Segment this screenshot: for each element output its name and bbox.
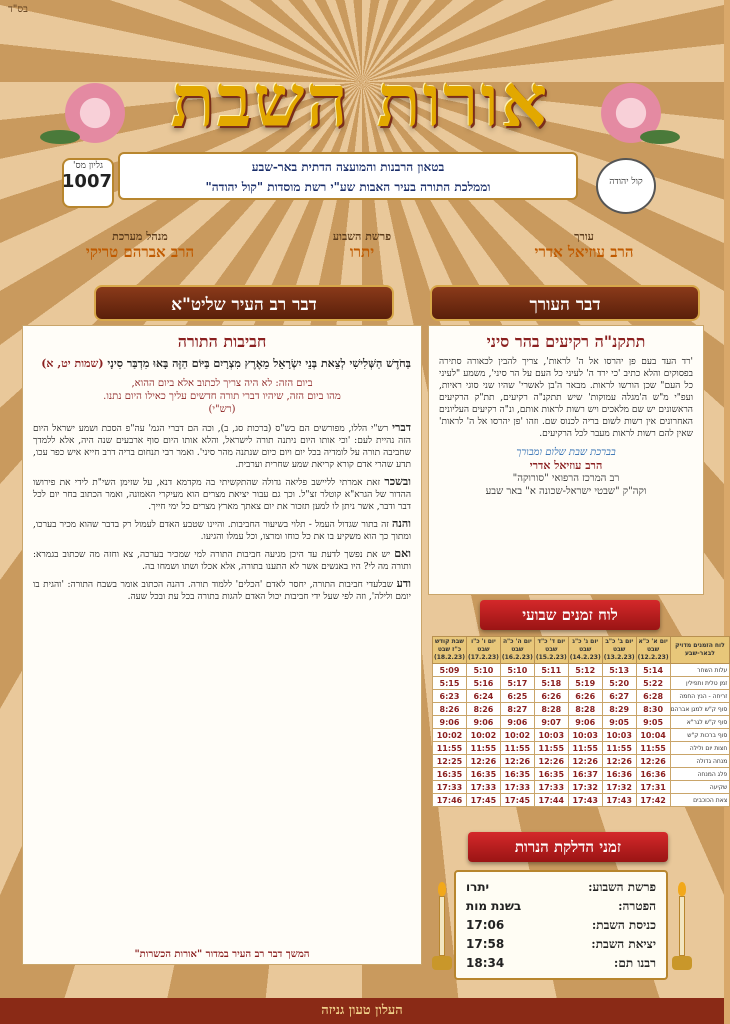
paragraph-1-lead: דברי bbox=[392, 421, 411, 434]
director-title: מנהל מערכת bbox=[112, 230, 168, 243]
zmanim-cell: 12:25 bbox=[433, 755, 467, 768]
candle-icon-right bbox=[672, 882, 692, 972]
zmanim-cell: 5:10 bbox=[466, 664, 500, 677]
role-parasha bbox=[262, 230, 462, 262]
paragraph-2 bbox=[33, 476, 411, 513]
zmanim-cell: 12:26 bbox=[636, 755, 670, 768]
zmanim-row-label: צאת הכוכבים bbox=[670, 794, 730, 807]
zmanim-cell: 11:55 bbox=[636, 742, 670, 755]
zmanim-cell: 17:45 bbox=[466, 794, 500, 807]
zmanim-cell: 5:12 bbox=[568, 664, 602, 677]
zmanim-cell: 6:27 bbox=[602, 690, 636, 703]
zmanim-cell: 8:27 bbox=[500, 703, 534, 716]
zmanim-cell: 5:14 bbox=[636, 664, 670, 677]
editor-signature bbox=[439, 446, 693, 498]
zmanim-row-label: עלות השחר bbox=[670, 664, 730, 677]
zmanim-cell: 17:43 bbox=[602, 794, 636, 807]
signature-role-2: וקה"ק "שבטי ישראל-שכונה א" באר שבע bbox=[485, 486, 647, 497]
zmanim-cell: 17:31 bbox=[636, 781, 670, 794]
rav-article-title: חביבות התורה bbox=[177, 332, 267, 351]
quote-source: (שמות יט, א) bbox=[41, 357, 104, 370]
zmanim-cell: 16:35 bbox=[534, 768, 568, 781]
candle-row-label: פרשת השבוע: bbox=[588, 880, 656, 894]
zmanim-cell: 5:20 bbox=[602, 677, 636, 690]
roles-bar bbox=[0, 230, 724, 270]
issue-label: גליון מס' bbox=[73, 161, 103, 171]
zmanim-cell: 12:26 bbox=[602, 755, 636, 768]
paragraph-5-lead: ודע bbox=[396, 577, 411, 590]
zmanim-cell: 10:02 bbox=[433, 729, 467, 742]
rashi-source: (רש"י) bbox=[208, 404, 236, 415]
torah-quote bbox=[33, 356, 411, 371]
paragraph-5-text: שבלעדי חביבות התורה, יחסר לאדם 'הכלים' ללמוד תורה. דהנה הכתוב אומר בשבח התורה: 'והגית בו יומם ולילה', וזה לפי שעל ידי חביבות יכול האדם להגות בתורה בכל עת ובכל שעה. bbox=[33, 580, 411, 602]
zmanim-row bbox=[433, 742, 730, 755]
zmanim-header-cell: יום א' כ"א שבט (12.2.23) bbox=[636, 637, 670, 664]
parasha-title: פרשת השבוע bbox=[332, 230, 392, 243]
candle-row bbox=[466, 897, 656, 916]
zmanim-cell: 16:35 bbox=[433, 768, 467, 781]
zmanim-cell: 16:36 bbox=[636, 768, 670, 781]
zmanim-table bbox=[432, 636, 730, 807]
zmanim-header-row bbox=[433, 637, 730, 664]
zmanim-cell: 6:28 bbox=[636, 690, 670, 703]
zmanim-cell: 8:28 bbox=[568, 703, 602, 716]
zmanim-cell: 17:33 bbox=[433, 781, 467, 794]
zmanim-cell: 16:35 bbox=[466, 768, 500, 781]
signature-greeting: בברכת שבת שלום ומבורך bbox=[516, 447, 616, 458]
paragraph-2-text: זאת אמרתי לליישב פליאה גדולה שהתקשיתי בה מקדמא דנא, על שזימן השי"ת לידי את פירושו ההדור של הגרא"א קוטלר זצ"ל. וכך גם עבור יציאת מצרים הוא מעיקרי האמונה, ואמר הכתוב בחר יום לכל דבר ודבר, אשר ניתן לו למען תזכור את יום צאתך מארץ מצרים כל ימי חייך. bbox=[33, 478, 411, 512]
bsd-mark: בס"ד bbox=[8, 4, 28, 15]
zmanim-cell: 16:37 bbox=[568, 768, 602, 781]
rashi-line-1: ביום הזה: לא היה צריך לכתוב אלא ביום ההוא, bbox=[131, 378, 313, 389]
zmanim-header-cell: יום ד' כ"ד שבט (15.2.23) bbox=[534, 637, 568, 664]
zmanim-row bbox=[433, 729, 730, 742]
leaf-decoration-left bbox=[40, 130, 80, 144]
zmanim-cell: 5:19 bbox=[568, 677, 602, 690]
zmanim-row bbox=[433, 703, 730, 716]
zmanim-cell: 5:22 bbox=[636, 677, 670, 690]
paragraph-3-lead: והנה bbox=[391, 517, 411, 530]
candle-row-label: יציאת השבת: bbox=[591, 937, 656, 951]
rashi-line-2: מהו ביום הזה, שיהיו דברי תורה חדשים עליך כאילו היום נתנו. bbox=[103, 391, 341, 402]
zmanim-cell: 17:43 bbox=[568, 794, 602, 807]
zmanim-cell: 17:45 bbox=[500, 794, 534, 807]
paragraph-4-lead: ואם bbox=[394, 547, 411, 560]
leaf-decoration-right bbox=[640, 130, 680, 144]
zmanim-header-cell: לוח הזמנים מדויק לבאר-שבע bbox=[670, 637, 730, 664]
editor-article-body: 'רד העד בעם פן יהרסו אל ה' לראות', צריך להבין לכאורה סתירה בפסוקים והלא כתיב 'כי ירד ה' לעיני כל העם על הר סיני', משמע "לעיני כל העם" שכן הורשו לראות. מבאר ה'בן לאשרי' שהיו שני סוגי ראיות, ועפ"י מ"ש ה'מגלה עמוקות' שיש תתקנ"ה רקיעים, תת"ק הרקיעים הראשונים יש שם מלאכים ויש רשות לראות אותם, ונ"ה רקיעים העליונים האחרונים אין רשות לשום בריה לכנוס שם. וזהו 'פן יהרסו אל ה' לראות' שאין להם רשות לראות מעבר לכל הרקיעים. bbox=[439, 357, 693, 439]
zmanim-row bbox=[433, 755, 730, 768]
paragraph-3 bbox=[33, 518, 411, 543]
editor-article-title: תתקנ"ה רקיעים בהר סיני bbox=[486, 332, 646, 351]
zmanim-cell: 17:33 bbox=[534, 781, 568, 794]
editor-column bbox=[428, 325, 704, 595]
zmanim-cell: 5:17 bbox=[500, 677, 534, 690]
signature-name: הרב עוזיאל אדרי bbox=[529, 459, 603, 472]
zmanim-row-label: שקיעה bbox=[670, 781, 730, 794]
zmanim-cell: 11:55 bbox=[602, 742, 636, 755]
paragraph-1-text: רש"י הללו, מפורשים הם בש"ס (ברכות סג, ב), וכה הם דברי הגמ' עה"פ הסכת ושמע ישראל היום הזה נהיית לעם: 'וכי אותו היום ניתנה תורה לישראל, והלא אותו היום סוף ארבעים שנה היה, אלא ללמדך שחביבה תורה על לומדיה בכל יום ויום כיום שנתנה מהר סיני'. ואמר רבי תנחום בריה דרב חייא איש כפר עכו, תדע שהרי אדם קורא קריאת שמע שחרית וערבית. bbox=[33, 424, 411, 470]
zmanim-body bbox=[433, 664, 730, 807]
zmanim-cell: 17:33 bbox=[500, 781, 534, 794]
zmanim-cell: 6:25 bbox=[500, 690, 534, 703]
zmanim-row bbox=[433, 664, 730, 677]
zmanim-cell: 6:24 bbox=[466, 690, 500, 703]
subtitle-line-1: בטאון הרבנות והמועצה הדתית באר-שבע bbox=[251, 160, 445, 174]
paragraph-1 bbox=[33, 422, 411, 471]
zmanim-cell: 9:05 bbox=[602, 716, 636, 729]
zmanim-cell: 6:26 bbox=[568, 690, 602, 703]
zmanim-cell: 10:03 bbox=[568, 729, 602, 742]
role-editor bbox=[484, 230, 684, 262]
zmanim-row-label: חצות יום ולילה bbox=[670, 742, 730, 755]
zmanim-cell: 11:55 bbox=[500, 742, 534, 755]
zmanim-row bbox=[433, 690, 730, 703]
zmanim-cell: 9:06 bbox=[568, 716, 602, 729]
zmanim-header-cell: יום ו' כ"ו שבט (17.2.23) bbox=[466, 637, 500, 664]
zmanim-header-cell: יום ב' כ"ב שבט (13.2.23) bbox=[602, 637, 636, 664]
zmanim-cell: 9:05 bbox=[636, 716, 670, 729]
zmanim-cell: 10:02 bbox=[466, 729, 500, 742]
candle-row-value: בשנת מות bbox=[466, 899, 522, 913]
candle-row-value: 17:06 bbox=[466, 918, 505, 932]
zmanim-row bbox=[433, 794, 730, 807]
zmanim-row-label: סוף ק"ש לגר"א bbox=[670, 716, 730, 729]
candle-row bbox=[466, 954, 656, 973]
editor-name: הרב עוזיאל אדרי bbox=[534, 243, 634, 261]
candle-row bbox=[466, 935, 656, 954]
rav-column-header: דבר רב העיר שליט"א bbox=[94, 285, 394, 321]
zmanim-cell: 8:26 bbox=[466, 703, 500, 716]
zmanim-cell: 11:55 bbox=[433, 742, 467, 755]
zmanim-cell: 11:55 bbox=[534, 742, 568, 755]
logo-text: קול יהודה bbox=[609, 177, 643, 187]
zmanim-cell: 12:26 bbox=[466, 755, 500, 768]
candle-row-value: יתרו bbox=[466, 880, 490, 894]
zmanim-cell: 17:33 bbox=[466, 781, 500, 794]
zmanim-cell: 8:28 bbox=[534, 703, 568, 716]
zmanim-cell: 12:26 bbox=[534, 755, 568, 768]
paragraph-4 bbox=[33, 548, 411, 573]
candle-row-label: רבנו תם: bbox=[613, 956, 656, 970]
zmanim-cell: 10:03 bbox=[602, 729, 636, 742]
zmanim-cell: 16:36 bbox=[602, 768, 636, 781]
zmanim-row-label: מנחה גדולה bbox=[670, 755, 730, 768]
candle-row-label: כניסת השבת: bbox=[591, 918, 656, 932]
zmanim-row bbox=[433, 781, 730, 794]
role-director bbox=[40, 230, 240, 262]
quote-text: בַּחֹדֶשׁ הַשְּׁלִישִׁי לְצֵאת בְּנֵי יִשְׂרָאֵל מֵאֶרֶץ מִצְרָיִם בַּיּוֹם הַזֶּה בָּאוּ מִדְבַּר סִינָי bbox=[107, 357, 411, 370]
zmanim-cell: 5:18 bbox=[534, 677, 568, 690]
paragraph-4-text: יש את נפשך לדעת עד היכן מגיעה חביבות התורה למי שמכיר בערכה, צא וחזה מה שכתוב בגמרא: ותורה מה לי? היו באנשים אשר לא התענו בתורה, אלא אכלו ושתו ושמחו בה. bbox=[33, 550, 411, 572]
zmanim-cell: 17:46 bbox=[433, 794, 467, 807]
zmanim-row-label: סוף ק"ש למגן אברהם bbox=[670, 703, 730, 716]
candle-lighting-box bbox=[454, 870, 668, 980]
signature-role-1: רב המרכז הרפואי "סורוקה" bbox=[512, 473, 620, 484]
candle-lighting-ribbon: זמני הדלקת הנרות bbox=[468, 832, 668, 862]
candle-row bbox=[466, 916, 656, 935]
zmanim-row-label: פלג המנחה bbox=[670, 768, 730, 781]
zmanim-cell: 9:06 bbox=[466, 716, 500, 729]
zmanim-cell: 10:02 bbox=[500, 729, 534, 742]
zmanim-cell: 12:26 bbox=[500, 755, 534, 768]
kol-yehuda-logo bbox=[596, 158, 656, 214]
zmanim-cell: 6:23 bbox=[433, 690, 467, 703]
zmanim-cell: 17:44 bbox=[534, 794, 568, 807]
zmanim-cell: 10:03 bbox=[534, 729, 568, 742]
paragraph-3-text: זה בתור שגדול העמל - תלוי בשיעור החביבות. והיינו שטבע האדם לעמול רק בדבר שהוא מכיר בערכו, ומתוך כך הוא משקיע בו את כל כוחו ומרצו, וכל עמלו והגיעו. bbox=[33, 520, 411, 542]
zmanim-cell: 5:16 bbox=[466, 677, 500, 690]
candle-row bbox=[466, 878, 656, 897]
zmanim-cell: 8:30 bbox=[636, 703, 670, 716]
zmanim-row-label: סוף ברכות ק"ש bbox=[670, 729, 730, 742]
zmanim-header-cell: יום ה' כ"ה שבט (16.2.23) bbox=[500, 637, 534, 664]
candle-icon-left bbox=[432, 882, 452, 972]
zmanim-cell: 12:26 bbox=[568, 755, 602, 768]
zmanim-cell: 17:32 bbox=[602, 781, 636, 794]
zmanim-cell: 10:04 bbox=[636, 729, 670, 742]
zmanim-cell: 8:29 bbox=[602, 703, 636, 716]
rashi-note bbox=[33, 377, 411, 416]
candle-row-label: הפטרה: bbox=[618, 899, 656, 913]
candle-row-value: 18:34 bbox=[466, 956, 505, 970]
zmanim-cell: 5:09 bbox=[433, 664, 467, 677]
zmanim-cell: 9:06 bbox=[433, 716, 467, 729]
zmanim-header-cell: שבת קודש כ"ז שבט (18.2.23) bbox=[433, 637, 467, 664]
zmanim-cell: 16:35 bbox=[500, 768, 534, 781]
zmanim-cell: 6:26 bbox=[534, 690, 568, 703]
zmanim-cell: 17:42 bbox=[636, 794, 670, 807]
zmanim-cell: 11:55 bbox=[568, 742, 602, 755]
director-name: הרב אברהם טריקי bbox=[85, 243, 195, 261]
zmanim-cell: 8:26 bbox=[433, 703, 467, 716]
editor-column-header: דבר העורך bbox=[430, 285, 700, 321]
zmanim-cell: 5:11 bbox=[534, 664, 568, 677]
footer-bar: העלון טעון גניזה bbox=[0, 998, 724, 1024]
continued-note: המשך דבר רב העיר במדור "אורות הכשרות" bbox=[134, 949, 310, 960]
issue-number: 1007 bbox=[61, 171, 112, 192]
paragraph-2-lead: ובשכר bbox=[384, 475, 411, 488]
zmanim-cell: 5:13 bbox=[602, 664, 636, 677]
paragraph-5 bbox=[33, 578, 411, 603]
zmanim-cell: 5:10 bbox=[500, 664, 534, 677]
editor-title: עורך bbox=[574, 230, 594, 243]
zmanim-cell: 9:06 bbox=[500, 716, 534, 729]
zmanim-header-cell: יום ג' כ"ג שבט (14.2.23) bbox=[568, 637, 602, 664]
zmanim-row bbox=[433, 677, 730, 690]
zmanim-row bbox=[433, 768, 730, 781]
zmanim-cell: 17:32 bbox=[568, 781, 602, 794]
subtitle-line-2: וממלכת התורה בעיר האבות שע"י רשת מוסדות "קול יהודה" bbox=[205, 180, 491, 194]
parasha-name: יתרו bbox=[349, 243, 375, 261]
zmanim-row-label: זריחה - הנץ החמה bbox=[670, 690, 730, 703]
zmanim-row-label: זמן טלית ותפילין bbox=[670, 677, 730, 690]
rav-column bbox=[22, 325, 422, 965]
zmanim-cell: 11:55 bbox=[466, 742, 500, 755]
zmanim-row bbox=[433, 716, 730, 729]
zmanim-cell: 5:15 bbox=[433, 677, 467, 690]
issue-box bbox=[62, 158, 114, 208]
zmanim-ribbon: לוח זמנים שבועי bbox=[480, 600, 660, 630]
subtitle-box bbox=[118, 152, 578, 200]
masthead-title: אורות השבת bbox=[170, 58, 550, 143]
candle-row-value: 17:58 bbox=[466, 937, 505, 951]
zmanim-cell: 9:07 bbox=[534, 716, 568, 729]
